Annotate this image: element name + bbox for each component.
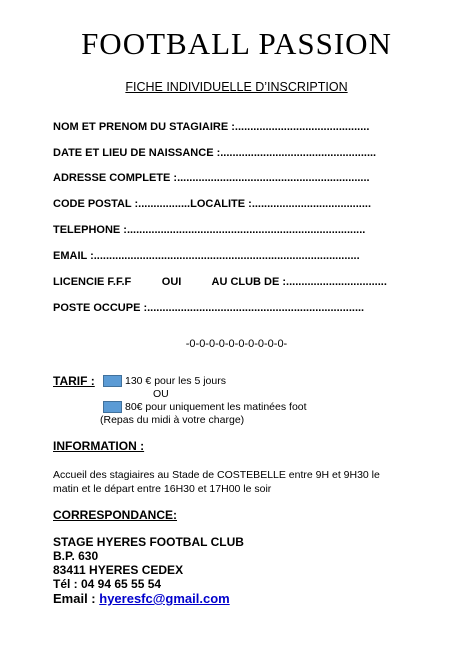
club-city: 83411 HYERES CEDEX [53, 563, 184, 577]
correspondance-heading: CORRESPONDANCE: [53, 508, 178, 522]
tarif-option1: 130 € pour les 5 jours [125, 375, 226, 387]
field-poste-occupe: POSTE OCCUPE :....................................................................... [53, 302, 365, 314]
field-date-lieu-naissance: DATE ET LIEU DE NAISSANCE :................................................... [53, 147, 377, 159]
club-bp: B.P. 630 [53, 549, 99, 563]
tarif-option2: 80€ pour uniquement les matinées foot [125, 401, 307, 413]
information-line1: Accueil des stagiaires au Stade de COSTEBELLE entre 9H et 9H30 le [53, 469, 380, 481]
checkbox-option-5-jours[interactable] [103, 375, 122, 387]
field-licencie: LICENCIE F.F.F OUI AU CLUB DE :................................. [53, 276, 387, 288]
page-title: FOOTBALL PASSION [81, 26, 392, 61]
field-telephone: TELEPHONE :.............................................................................. [53, 224, 366, 236]
form-subtitle: FICHE INDIVIDUELLE D’INSCRIPTION [125, 80, 348, 94]
club-name: STAGE HYERES FOOTBAL CLUB [53, 535, 244, 549]
field-nom-prenom: NOM ET PRENOM DU STAGIAIRE :............................................ [53, 121, 370, 133]
field-code-postal-localite: CODE POSTAL :.................LOCALITE :....................................... [53, 198, 372, 210]
tarif-or: OU [153, 388, 169, 400]
email-link[interactable]: hyeresfc@gmail.com [99, 591, 230, 606]
information-heading: INFORMATION : [53, 439, 145, 453]
tarif-heading: TARIF : [53, 374, 95, 388]
email-label: Email : [53, 591, 100, 606]
field-email: EMAIL :....................................................................................... [53, 250, 360, 262]
checkbox-option-matinees[interactable] [103, 401, 122, 413]
information-line2: matin et le départ entre 16H30 et 17H00 le soir [53, 483, 272, 495]
field-adresse: ADRESSE COMPLETE :............................................................... [53, 172, 370, 184]
tarif-note: (Repas du midi à votre charge) [100, 414, 245, 426]
club-email [53, 591, 230, 606]
club-tel: Tél : 04 94 65 55 54 [53, 577, 162, 591]
separator: -0-0-0-0-0-0-0-0-0-0- [185, 338, 288, 350]
